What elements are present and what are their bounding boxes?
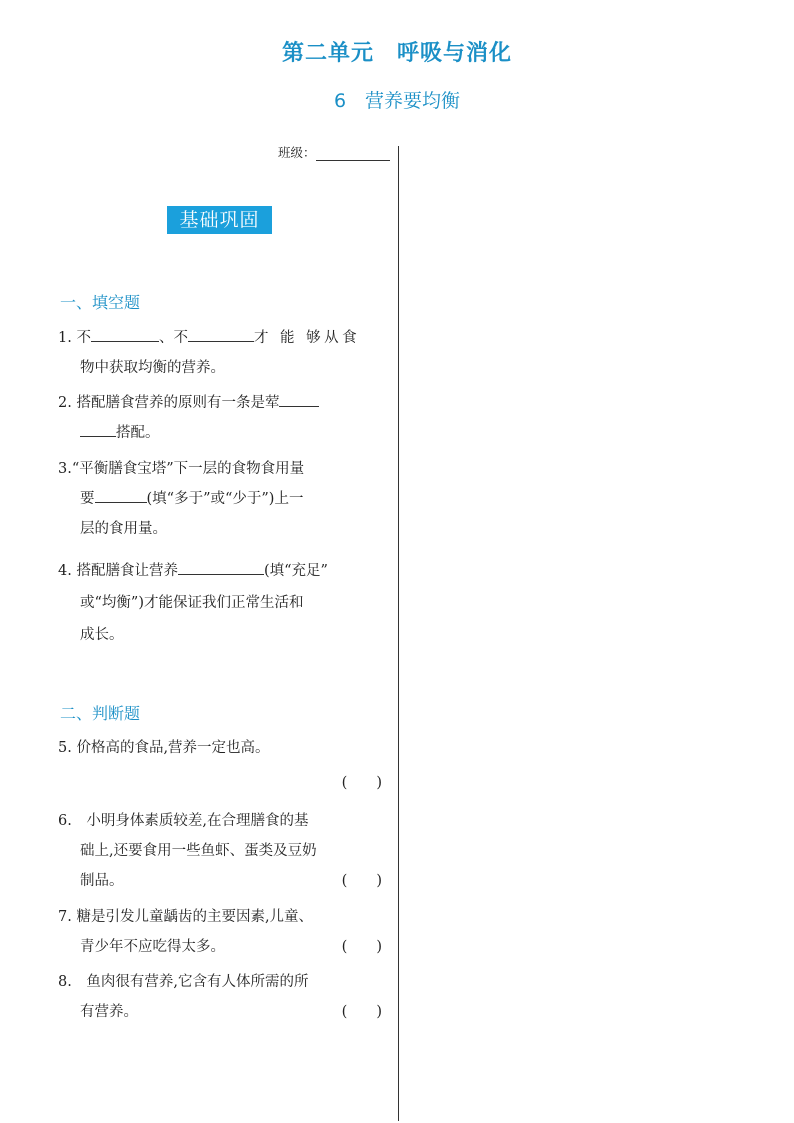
q1-blank-2[interactable] <box>188 327 254 342</box>
q3-text-a: 要 <box>80 491 95 507</box>
q5-answer-paren[interactable]: ( ) <box>341 775 382 791</box>
question-3 <box>58 454 384 544</box>
q4-text-a: 4. 搭配膳食让营养 <box>58 563 178 579</box>
section-fill-blank-title: 一、填空题 <box>60 293 141 312</box>
q2-text-a: 2. 搭配膳食营养的原则有一条是荤 <box>58 395 280 411</box>
column-divider <box>398 146 399 1121</box>
q2-text-b: 搭配。 <box>116 425 160 441</box>
q1-line-2: 物中获取均衡的营养。 <box>80 360 225 376</box>
q3-line-1: 3.“平衡膳食宝塔”下一层的食物食用量 <box>58 461 305 477</box>
question-7 <box>58 902 384 962</box>
q6-line-2: 础上,还要食用一些鱼虾、蛋类及豆奶 <box>80 843 317 859</box>
q2-blank-1b[interactable] <box>80 422 116 437</box>
q4-blank[interactable] <box>178 560 264 575</box>
q6-line-1: 6. 小明身体素质较差,在合理膳食的基 <box>58 813 309 829</box>
class-blank[interactable] <box>316 147 390 161</box>
q2-blank-1a[interactable] <box>279 392 319 407</box>
q6-line-3: 制品。 <box>80 873 124 889</box>
question-4 <box>58 556 384 650</box>
q3-text-b: (填“多于”或“少于”)上一 <box>146 491 304 507</box>
q4-line-2: 或“均衡”)才能保证我们正常生活和 <box>80 595 304 611</box>
question-5 <box>58 733 384 798</box>
q4-text-b: (填“充足” <box>263 563 328 579</box>
q4-line-3: 成长。 <box>80 627 124 643</box>
section-judgement-title: 二、判断题 <box>60 704 141 723</box>
lesson-title: 6 营养要均衡 <box>333 90 461 112</box>
q6-answer-paren[interactable]: ( ) <box>341 873 382 889</box>
q1-blank-1[interactable] <box>91 327 159 342</box>
class-field <box>278 143 390 161</box>
q7-line-1: 7. 糖是引发儿童龋齿的主要因素,儿童、 <box>58 909 314 925</box>
q8-answer-paren[interactable]: ( ) <box>341 1004 382 1020</box>
q8-line-2: 有营养。 <box>80 1004 138 1020</box>
q5-line-1: 5. 价格高的食品,营养一定也高。 <box>58 740 270 756</box>
q1-text-c: 才 能 够从食 <box>253 330 361 346</box>
q7-line-2: 青少年不应吃得太多。 <box>80 939 225 955</box>
q3-blank[interactable] <box>95 488 147 503</box>
question-2 <box>58 388 384 448</box>
q1-text-b: 、不 <box>158 330 188 346</box>
q7-answer-paren[interactable]: ( ) <box>341 939 382 955</box>
q8-line-1: 8. 鱼肉很有营养,它含有人体所需的所 <box>58 974 309 990</box>
question-1 <box>58 323 384 383</box>
question-8 <box>58 967 384 1027</box>
q3-line-3: 层的食用量。 <box>80 521 167 537</box>
question-6 <box>58 806 384 896</box>
q1-text-a: 1. 不 <box>58 330 91 346</box>
class-label: 班级： <box>278 145 316 160</box>
unit-title: 第二单元 呼吸与消化 <box>281 41 512 66</box>
section-badge: 基础巩固 <box>167 206 272 234</box>
